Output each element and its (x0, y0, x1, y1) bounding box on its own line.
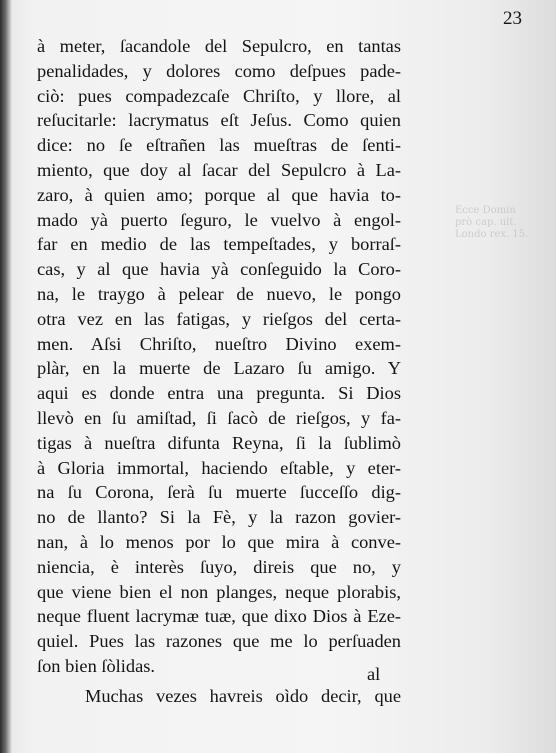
text-line: plàr, en la muerte de Lazaro ſu amigo. Y (37, 358, 401, 379)
page-number: 23 (503, 8, 522, 29)
paragraph-1 (37, 34, 401, 679)
text-line: na, le traygo à pelear de nuevo, le pongo (37, 283, 401, 304)
text-line: à Gloria immortal, haciendo eſtable, y eter- (37, 457, 401, 478)
bleed-through-text (455, 205, 555, 241)
text-line: à meter, ſacandole del Sepulcro, en tantas (37, 36, 401, 56)
bleed-line: prò cap. ult. (455, 217, 517, 228)
body-text (37, 34, 401, 709)
text-line: reſucitarle: lacrymatus eſt Jeſus. Como quien (37, 110, 401, 131)
text-line: aqui es donde entra una pregunta. Si Dios (37, 383, 401, 404)
text-line: far en medio de las tempeſtades, y borraſ- (37, 234, 401, 255)
text-line: llevò en ſu amiſtad, ſi ſacò de rieſgos, y fa- (37, 407, 401, 428)
text-line: cas, y al que havia yà conſeguido la Coro- (37, 259, 401, 280)
text-line: que viene bien el non planges, neque plorabis, (37, 581, 401, 602)
text-line: otra vez en las fatigas, y rieſgos del certa- (37, 308, 401, 329)
text-line: nan, à lo menos por lo que mira à conve- (37, 531, 401, 552)
bleed-line: Londo rex. 15. (455, 229, 529, 240)
text-line: miento, que doy al ſacar del Sepulcro à La- (37, 159, 401, 180)
text-line: mado yà puerto ſeguro, le vuelvo à engol- (37, 209, 401, 230)
text-line: neque fluent lacrymæ tuæ, que dixo Dios à Eze- (37, 606, 401, 627)
page-edge-shadow (0, 0, 12, 753)
paragraph-2 (37, 684, 401, 709)
catchword: al (367, 664, 381, 684)
text-line: na ſu Corona, ſerà ſu muerte ſucceſſo dig- (37, 482, 401, 503)
text-line: zaro, à quien amo; porque al que havia to- (37, 184, 401, 205)
text-line: penalidades, y dolores como deſpues pade- (37, 60, 401, 81)
text-line: dice: no ſe eſtrañen las mueſtras de ſenti- (37, 135, 401, 156)
text-line: tigas à nueſtra difunta Reyna, ſi la ſublimò (37, 432, 401, 453)
text-line: ciò: pues compadezcaſe Chriſto, y llore, al (37, 85, 401, 106)
text-line: ſon bien ſòlidas. (37, 655, 155, 676)
text-line: Muchas vezes havreis oìdo decir, que (85, 685, 401, 706)
text-line: niencia, è interès ſuyo, direis que no, y (37, 556, 401, 577)
text-line: quiel. Pues las razones que me lo perſuaden (37, 631, 401, 652)
text-line: men. Aſsi Chriſto, nueſtro Divino exem- (37, 333, 401, 354)
text-line: no de llanto? Si la Fè, y la razon govier- (37, 507, 401, 528)
bleed-line: Ecce Domin (455, 205, 516, 216)
